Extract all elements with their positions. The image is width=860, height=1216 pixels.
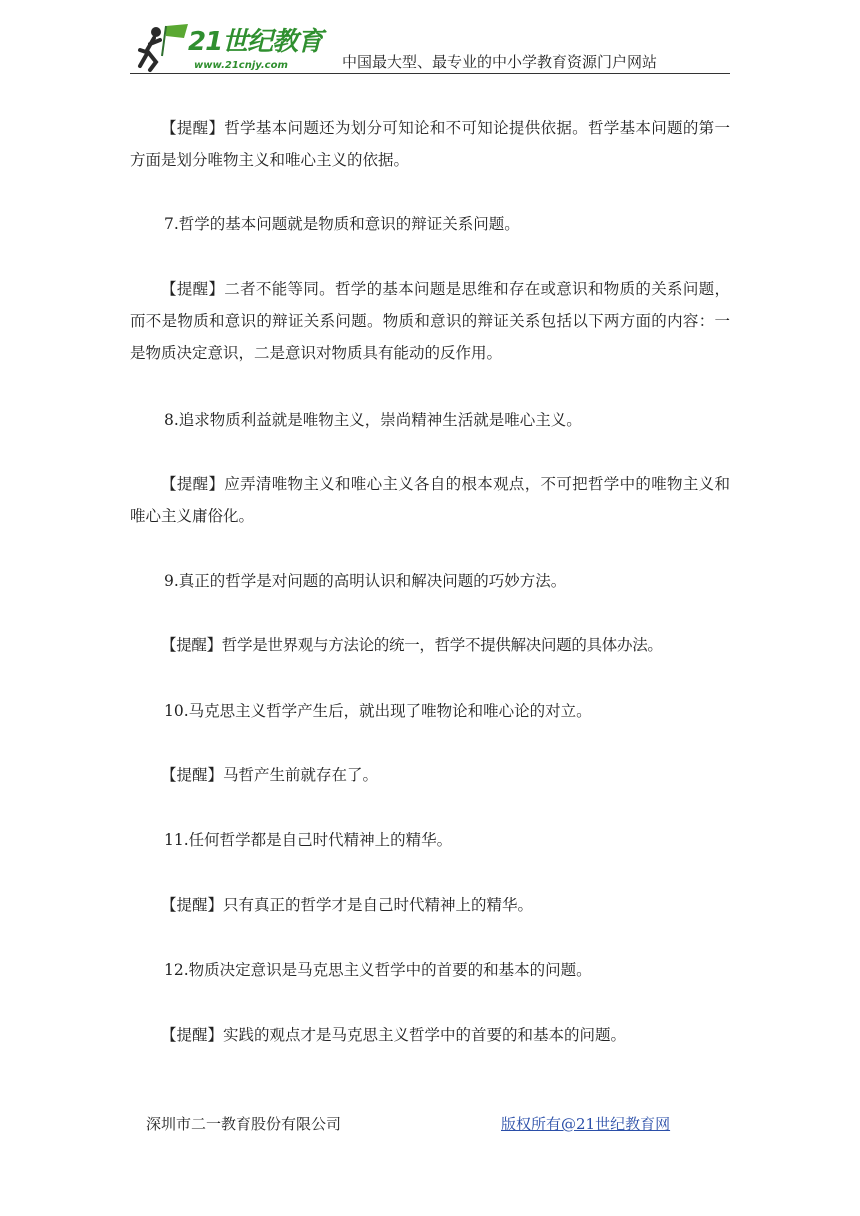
statement-9: 9.真正的哲学是对问题的高明认识和解决问题的巧妙方法。 [164, 572, 567, 590]
statement-7: 7.哲学的基本问题就是物质和意识的辩证关系问题。 [164, 215, 520, 233]
tip-paragraph: 【提醒】哲学是世界观与方法论的统一，哲学不提供解决问题的具体办法。 [161, 636, 663, 654]
site-logo[interactable] [136, 22, 336, 74]
header-divider [130, 73, 730, 74]
tip-paragraph: 【提醒】实践的观点才是马克思主义哲学中的首要的和基本的问题。 [161, 1026, 627, 1044]
footer-company: 深圳市二一教育股份有限公司 [146, 1115, 342, 1133]
statement-10: 10.马克思主义哲学产生后，就出现了唯物论和唯心论的对立。 [164, 702, 592, 720]
logo-text: 21世纪教育 [188, 27, 323, 57]
footer-copyright-link[interactable]: 版权所有@21世纪教育网 [501, 1115, 671, 1133]
runner-logo-icon [136, 22, 196, 74]
tip-paragraph: 【提醒】马哲产生前就存在了。 [161, 766, 379, 784]
statement-8: 8.追求物质利益就是唯物主义，崇尚精神生活就是唯心主义。 [164, 411, 582, 429]
tip-paragraph: 【提醒】应弄清唯物主义和唯心主义各自的根本观点，不可把哲学中的唯物主义和唯心主义庸俗化。 [130, 475, 730, 525]
statement-12: 12.物质决定意识是马克思主义哲学中的首要的和基本的问题。 [164, 961, 592, 979]
site-slogan: 中国最大型、最专业的中小学教育资源门户网站 [342, 53, 658, 71]
logo-url: www.21cnjy.com [194, 60, 288, 71]
statement-11: 11.任何哲学都是自己时代精神上的精华。 [164, 831, 453, 849]
tip-paragraph: 【提醒】只有真正的哲学才是自己时代精神上的精华。 [161, 896, 534, 914]
tip-paragraph: 【提醒】哲学基本问题还为划分可知论和不可知论提供依据。哲学基本问题的第一方面是划分唯物主义和唯心主义的依据。 [130, 119, 730, 169]
page-header [130, 20, 730, 76]
tip-paragraph: 【提醒】二者不能等同。哲学的基本问题是思维和存在或意识和物质的关系问题，而不是物质和意识的辩证关系问题。物质和意识的辩证关系包括以下两方面的内容：一是物质决定意识，二是意识对物质具有能动的反作用。 [130, 280, 730, 362]
